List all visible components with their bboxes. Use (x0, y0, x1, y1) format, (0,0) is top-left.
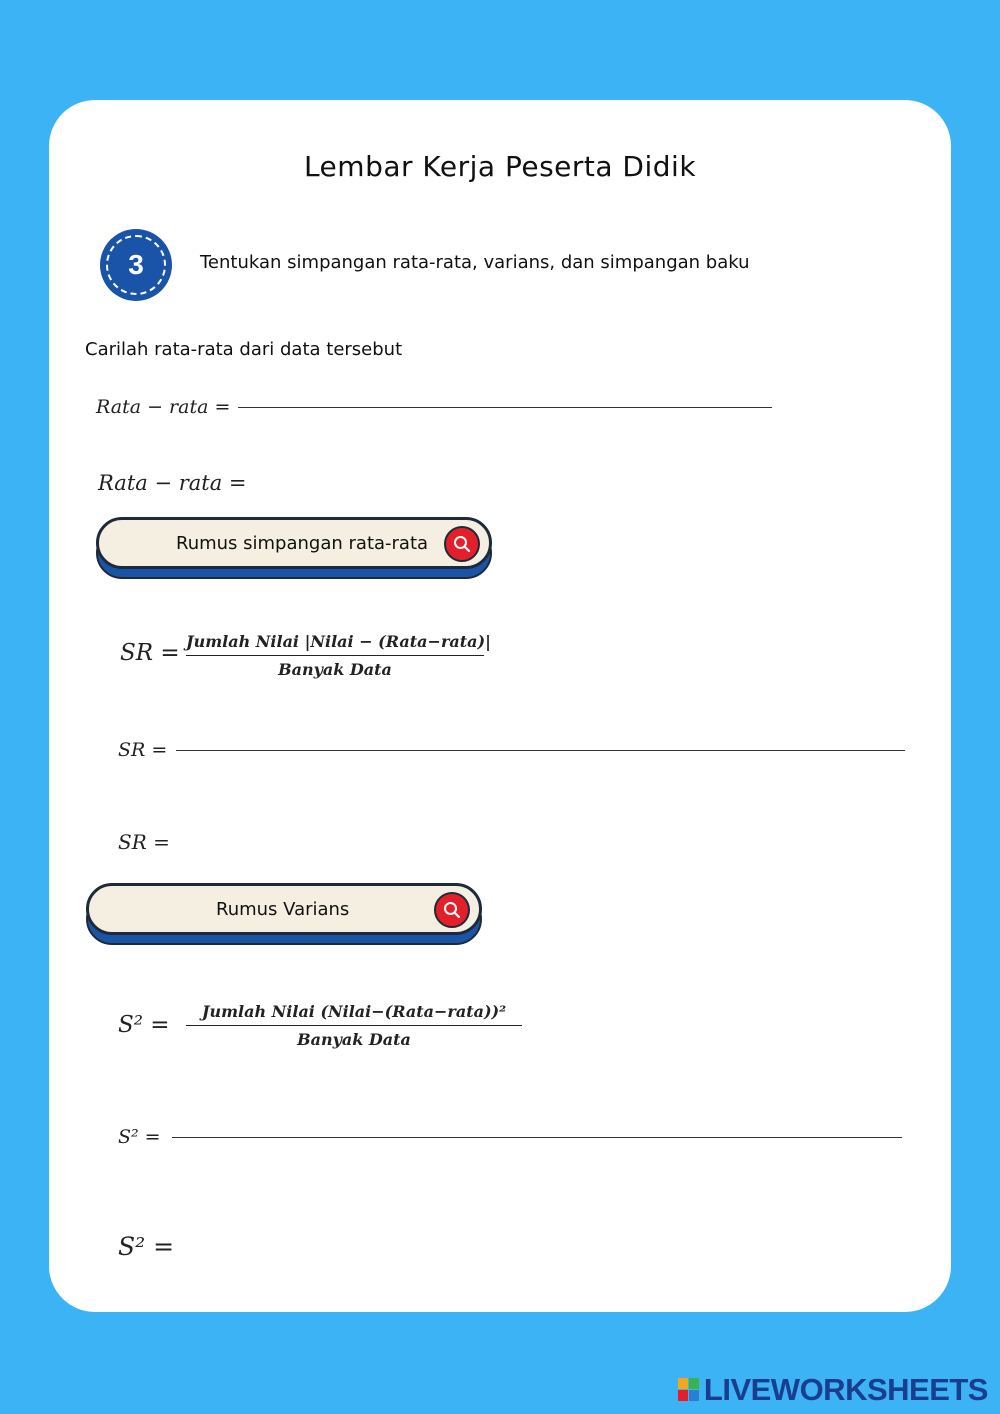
worksheet-card (49, 100, 951, 1312)
variance-result-label: S² = (118, 1232, 175, 1261)
sr-fraction-line[interactable] (176, 750, 905, 751)
fraction-bar (186, 1025, 522, 1026)
mean-fraction-label: Rata − rata = (96, 396, 231, 418)
variance-formula-lhs: S² = (118, 1012, 170, 1038)
variance-formula-numerator: Jumlah Nilai (Nilai−(Rata−rata))² (201, 1002, 507, 1021)
task-number-badge (100, 229, 172, 301)
variance-fraction-label: S² = (118, 1126, 161, 1148)
sr-formula-button-label: Rumus simpangan rata-rata (176, 532, 429, 554)
page-title: Lembar Kerja Peserta Didik (303, 150, 697, 183)
variance-formula-button-label: Rumus Varians (216, 898, 350, 920)
search-icon[interactable] (434, 892, 470, 928)
sr-fraction-label: SR = (118, 739, 168, 761)
sr-formula-fraction (186, 632, 491, 679)
brand-footer (678, 1372, 988, 1408)
liveworksheets-logo-icon (678, 1378, 700, 1402)
sr-formula-button[interactable] (96, 517, 492, 569)
fraction-bar (186, 655, 484, 656)
sr-result-label: SR = (118, 830, 170, 854)
variance-formula-fraction (186, 1002, 522, 1049)
instruction-text: Carilah rata-rata dari data tersebut (85, 339, 403, 360)
variance-formula-denominator: Banyak Data (297, 1030, 411, 1049)
mean-result-label: Rata − rata = (98, 471, 247, 495)
variance-formula-button[interactable] (86, 883, 482, 935)
task-number: 3 (128, 249, 144, 280)
mean-fraction-line[interactable] (238, 407, 772, 408)
task-text: Tentukan simpangan rata-rata, varians, dan simpangan baku (200, 252, 750, 273)
brand-name: LIVEWORKSHEETS (703, 1372, 988, 1407)
sr-formula-denominator: Banyak Data (278, 660, 392, 679)
sr-formula-lhs: SR = (120, 640, 180, 666)
variance-fraction-line[interactable] (172, 1137, 902, 1138)
sr-formula-numerator: Jumlah Nilai |Nilai − (Rata−rata)| (186, 632, 491, 651)
search-icon[interactable] (444, 526, 480, 562)
